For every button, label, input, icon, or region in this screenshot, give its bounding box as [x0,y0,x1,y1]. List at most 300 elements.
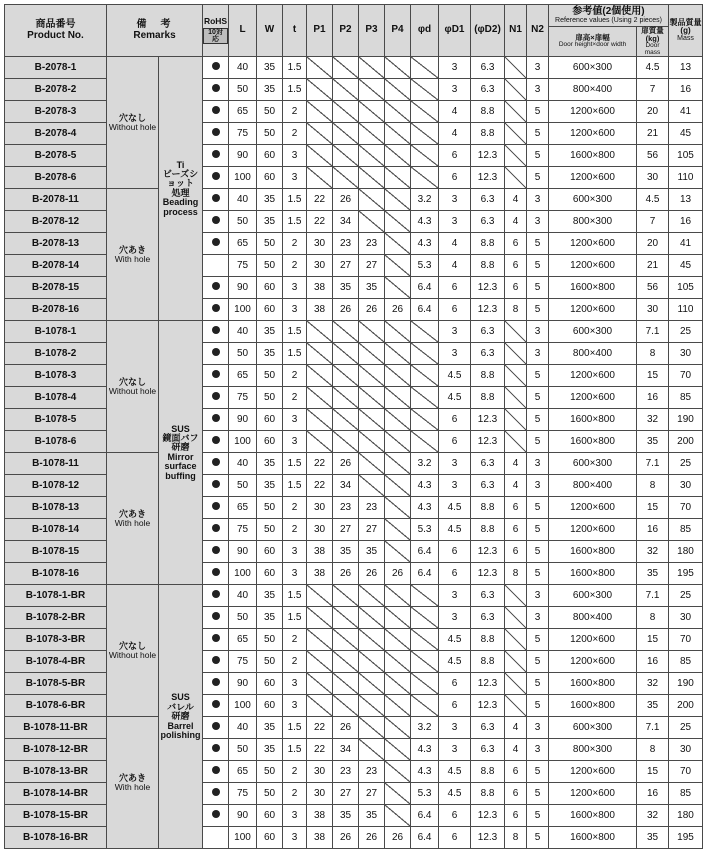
dim-P4-cell [385,387,411,409]
dim-P2-cell [333,585,359,607]
dim-P1-cell [307,673,333,695]
dim-t-cell: 2 [283,101,307,123]
dim-N1-cell: 4 [505,475,527,497]
dim-P4-cell [385,277,411,299]
dim-P4-cell [385,497,411,519]
product-no-cell: B-2078-2 [5,79,107,101]
dim-phi-D1-cell: 6 [439,409,471,431]
dim-N1-cell [505,673,527,695]
dim-L-cell: 90 [229,409,257,431]
remark-hole-cell: 穴なし Without hole [107,57,159,189]
door-size-cell: 1200×600 [549,651,637,673]
dim-N2-cell: 5 [527,673,549,695]
dim-t-cell: 1.5 [283,211,307,233]
dim-P4-cell [385,321,411,343]
dim-P3-cell [359,79,385,101]
dim-P4-cell [385,343,411,365]
dim-t-cell: 2 [283,629,307,651]
dim-N2-cell: 5 [527,783,549,805]
dim-phi-D1-cell: 4.5 [439,497,471,519]
dim-P3-cell: 23 [359,233,385,255]
dim-N1-cell: 6 [505,519,527,541]
dim-N1-cell [505,123,527,145]
dim-P2-cell [333,145,359,167]
dim-W-cell: 35 [257,189,283,211]
dim-phi-D2-cell: 8.8 [471,233,505,255]
dim-P4-cell [385,519,411,541]
dim-W-cell: 60 [257,167,283,189]
dim-P1-cell [307,57,333,79]
dim-N2-cell: 5 [527,541,549,563]
dim-L-cell: 75 [229,387,257,409]
dim-W-cell: 50 [257,233,283,255]
dim-P3-cell [359,695,385,717]
dim-W-cell: 50 [257,629,283,651]
door-mass-cell: 4.5 [637,57,669,79]
dim-P1-cell: 22 [307,717,333,739]
dim-P4-cell [385,101,411,123]
dim-N2-cell: 5 [527,101,549,123]
dim-P2-cell [333,321,359,343]
dim-phi-D2-cell: 6.3 [471,717,505,739]
rohs-dot-icon [212,568,220,576]
dim-N2-cell: 5 [527,277,549,299]
dim-phi-d-cell [411,651,439,673]
dim-phi-D1-cell: 3 [439,607,471,629]
dim-P4-cell [385,189,411,211]
rohs-dot-icon [212,810,220,818]
rohs-cell [203,145,229,167]
dim-P3-cell [359,717,385,739]
header-product-no: 商品番号 Product No. [5,5,107,57]
door-size-cell: 600×300 [549,189,637,211]
dim-L-cell: 100 [229,563,257,585]
dim-phi-d-cell [411,343,439,365]
dim-phi-D2-cell: 8.8 [471,123,505,145]
dim-phi-D2-cell: 8.8 [471,387,505,409]
mass-cell: 16 [669,211,703,233]
door-size-cell: 1200×600 [549,497,637,519]
dim-W-cell: 50 [257,101,283,123]
dim-P2-cell: 35 [333,277,359,299]
mass-cell: 13 [669,189,703,211]
product-no-cell: B-1078-3-BR [5,629,107,651]
door-size-cell: 1200×600 [549,365,637,387]
remark-material-cell: SUS バレル 研磨 Barrel polishing [159,585,203,849]
dim-N1-cell [505,145,527,167]
dim-N1-cell: 6 [505,233,527,255]
mass-cell: 25 [669,585,703,607]
dim-P1-cell: 38 [307,563,333,585]
rohs-dot-icon [212,106,220,114]
dim-P1-cell: 38 [307,541,333,563]
dim-P4-cell [385,475,411,497]
dim-phi-d-cell [411,695,439,717]
rohs-dot-icon [212,216,220,224]
dim-phi-D2-cell: 8.8 [471,629,505,651]
dim-phi-D2-cell: 8.8 [471,651,505,673]
dim-N2-cell: 5 [527,299,549,321]
dim-P1-cell [307,343,333,365]
dim-P2-cell: 34 [333,211,359,233]
dim-W-cell: 60 [257,145,283,167]
rohs-cell [203,233,229,255]
product-no-cell: B-1078-13-BR [5,761,107,783]
door-size-cell: 1600×800 [549,277,637,299]
dim-P1-cell [307,409,333,431]
rohs-cell [203,761,229,783]
dim-t-cell: 2 [283,519,307,541]
dim-W-cell: 35 [257,739,283,761]
dim-N2-cell: 5 [527,563,549,585]
dim-P2-cell: 34 [333,739,359,761]
dim-phi-d-cell: 4.3 [411,761,439,783]
dim-L-cell: 40 [229,717,257,739]
door-size-cell: 1600×800 [549,805,637,827]
mass-cell: 85 [669,783,703,805]
header-dim-P3: P3 [359,5,385,57]
dim-P2-cell [333,431,359,453]
dim-P3-cell [359,739,385,761]
door-size-cell: 800×400 [549,475,637,497]
dim-W-cell: 60 [257,563,283,585]
dim-phi-d-cell [411,79,439,101]
dim-N2-cell: 5 [527,387,549,409]
mass-cell: 41 [669,233,703,255]
rohs-dot-icon [212,744,220,752]
dim-phi-D1-cell: 6 [439,299,471,321]
door-size-cell: 1200×600 [549,123,637,145]
dim-t-cell: 2 [283,123,307,145]
dim-t-cell: 3 [283,299,307,321]
dim-t-cell: 3 [283,563,307,585]
dim-N1-cell: 6 [505,497,527,519]
dim-P4-cell [385,453,411,475]
dim-P4-cell [385,761,411,783]
header-dim-t: t [283,5,307,57]
dim-W-cell: 60 [257,695,283,717]
dim-phi-D2-cell: 12.3 [471,695,505,717]
dim-P4-cell: 26 [385,299,411,321]
mass-cell: 30 [669,343,703,365]
product-no-cell: B-1078-11-BR [5,717,107,739]
dim-N2-cell: 3 [527,585,549,607]
rohs-cell [203,79,229,101]
rohs-cell [203,211,229,233]
product-no-cell: B-1078-5 [5,409,107,431]
dim-P4-cell [385,805,411,827]
dim-phi-d-cell [411,365,439,387]
rohs-cell [203,673,229,695]
dim-P3-cell [359,585,385,607]
rohs-dot-icon [212,656,220,664]
dim-P1-cell [307,607,333,629]
dim-t-cell: 3 [283,145,307,167]
door-mass-cell: 35 [637,695,669,717]
dim-phi-D1-cell: 4 [439,233,471,255]
rohs-dot-icon [212,612,220,620]
dim-W-cell: 50 [257,123,283,145]
mass-cell: 110 [669,167,703,189]
dim-N2-cell: 5 [527,497,549,519]
rohs-dot-icon [212,700,220,708]
mass-cell: 195 [669,563,703,585]
dim-P1-cell: 22 [307,189,333,211]
dim-phi-D1-cell: 4.5 [439,365,471,387]
mass-cell: 180 [669,805,703,827]
dim-L-cell: 65 [229,497,257,519]
door-mass-cell: 56 [637,145,669,167]
dim-phi-D1-cell: 6 [439,827,471,849]
dim-P4-cell [385,629,411,651]
rohs-dot-icon [212,524,220,532]
dim-N1-cell: 8 [505,563,527,585]
rohs-cell [203,695,229,717]
dim-L-cell: 65 [229,761,257,783]
door-mass-cell: 16 [637,651,669,673]
dim-W-cell: 35 [257,717,283,739]
dim-phi-D2-cell: 12.3 [471,167,505,189]
dim-t-cell: 3 [283,695,307,717]
dim-N2-cell: 5 [527,629,549,651]
door-size-cell: 1600×800 [549,409,637,431]
rohs-cell [203,409,229,431]
dim-N1-cell: 6 [505,255,527,277]
header-mass: 製品質量(g) Mass [669,5,703,57]
dim-t-cell: 1.5 [283,343,307,365]
dim-P3-cell [359,365,385,387]
mass-cell: 190 [669,673,703,695]
door-mass-cell: 30 [637,167,669,189]
dim-phi-d-cell [411,673,439,695]
door-mass-cell: 8 [637,343,669,365]
dim-N2-cell: 5 [527,365,549,387]
dim-N2-cell: 3 [527,79,549,101]
dim-P1-cell: 22 [307,475,333,497]
rohs-dot-icon [212,282,220,290]
product-spec-table [4,4,703,849]
rohs-dot-icon [212,480,220,488]
door-size-cell: 1200×600 [549,299,637,321]
dim-phi-d-cell: 3.2 [411,717,439,739]
dim-P4-cell [385,607,411,629]
dim-phi-d-cell [411,321,439,343]
dim-N2-cell: 5 [527,431,549,453]
dim-N1-cell [505,607,527,629]
rohs-dot-icon [212,634,220,642]
door-size-cell: 800×400 [549,79,637,101]
dim-phi-D2-cell: 6.3 [471,607,505,629]
dim-P4-cell [385,211,411,233]
product-no-cell: B-1078-5-BR [5,673,107,695]
product-no-cell: B-1078-2 [5,343,107,365]
dim-N2-cell: 3 [527,475,549,497]
dim-L-cell: 90 [229,541,257,563]
dim-W-cell: 35 [257,453,283,475]
door-size-cell: 600×300 [549,453,637,475]
mass-cell: 85 [669,651,703,673]
rohs-dot-icon [212,172,220,180]
dim-W-cell: 60 [257,277,283,299]
dim-P3-cell: 23 [359,761,385,783]
dim-phi-D2-cell: 6.3 [471,189,505,211]
door-size-cell: 1600×800 [549,827,637,849]
rohs-cell [203,343,229,365]
dim-N2-cell: 3 [527,189,549,211]
dim-phi-D1-cell: 6 [439,167,471,189]
dim-L-cell: 65 [229,365,257,387]
dim-t-cell: 3 [283,541,307,563]
dim-phi-D1-cell: 3 [439,79,471,101]
spec-sheet [0,4,702,843]
dim-phi-D1-cell: 3 [439,475,471,497]
rohs-cell [203,189,229,211]
door-mass-cell: 35 [637,827,669,849]
dim-P3-cell: 26 [359,827,385,849]
dim-phi-D2-cell: 12.3 [471,827,505,849]
dim-phi-D1-cell: 3 [439,739,471,761]
rohs-dot-icon [212,128,220,136]
dim-L-cell: 50 [229,79,257,101]
dim-L-cell: 75 [229,783,257,805]
dim-phi-D1-cell: 6 [439,277,471,299]
dim-P1-cell [307,79,333,101]
dim-P4-cell [385,739,411,761]
dim-N1-cell [505,101,527,123]
door-mass-cell: 32 [637,409,669,431]
header-dim-phi-D2: (φD2) [471,5,505,57]
door-mass-cell: 7 [637,211,669,233]
door-size-cell: 600×300 [549,717,637,739]
dim-t-cell: 2 [283,783,307,805]
rohs-dot-icon [212,458,220,466]
dim-P1-cell: 38 [307,299,333,321]
dim-phi-D1-cell: 4.5 [439,387,471,409]
dim-phi-D1-cell: 4 [439,101,471,123]
dim-phi-D2-cell: 8.8 [471,365,505,387]
dim-P3-cell: 27 [359,519,385,541]
dim-phi-D2-cell: 8.8 [471,255,505,277]
dim-P2-cell [333,57,359,79]
dim-N1-cell: 6 [505,805,527,827]
dim-P1-cell [307,167,333,189]
dim-P2-cell: 27 [333,519,359,541]
dim-N2-cell: 3 [527,607,549,629]
dim-phi-D1-cell: 4.5 [439,761,471,783]
product-no-cell: B-1078-14 [5,519,107,541]
dim-W-cell: 35 [257,607,283,629]
dim-P3-cell [359,387,385,409]
dim-phi-D2-cell: 8.8 [471,761,505,783]
product-no-cell: B-2078-16 [5,299,107,321]
dim-phi-D2-cell: 6.3 [471,211,505,233]
mass-cell: 180 [669,541,703,563]
dim-N1-cell [505,651,527,673]
dim-phi-d-cell [411,629,439,651]
dim-P3-cell: 26 [359,299,385,321]
dim-t-cell: 1.5 [283,739,307,761]
dim-t-cell: 1.5 [283,475,307,497]
product-no-cell: B-2078-15 [5,277,107,299]
door-mass-cell: 8 [637,607,669,629]
door-size-cell: 1600×800 [549,563,637,585]
dim-N2-cell: 5 [527,255,549,277]
rohs-cell [203,717,229,739]
door-mass-cell: 8 [637,739,669,761]
dim-N1-cell [505,343,527,365]
dim-phi-D1-cell: 6 [439,673,471,695]
dim-t-cell: 3 [283,409,307,431]
door-mass-cell: 30 [637,299,669,321]
dim-P3-cell [359,431,385,453]
dim-phi-d-cell [411,585,439,607]
dim-P4-cell [385,123,411,145]
product-no-cell: B-2078-4 [5,123,107,145]
dim-phi-D1-cell: 3 [439,189,471,211]
dim-N2-cell: 3 [527,453,549,475]
dim-N2-cell: 3 [527,321,549,343]
product-no-cell: B-1078-14-BR [5,783,107,805]
dim-N2-cell: 5 [527,145,549,167]
header-dim-phi-D1: φD1 [439,5,471,57]
dim-phi-d-cell: 3.2 [411,453,439,475]
dim-P2-cell [333,673,359,695]
table-row [5,189,703,211]
dim-N1-cell [505,695,527,717]
product-no-cell: B-2078-5 [5,145,107,167]
dim-P1-cell [307,585,333,607]
dim-P2-cell: 27 [333,783,359,805]
product-no-cell: B-1078-11 [5,453,107,475]
dim-P3-cell [359,673,385,695]
rohs-cell [203,365,229,387]
rohs-dot-icon [212,788,220,796]
door-mass-cell: 32 [637,673,669,695]
door-size-cell: 1600×800 [549,695,637,717]
dim-W-cell: 60 [257,805,283,827]
dim-phi-d-cell: 4.3 [411,233,439,255]
dim-phi-d-cell [411,409,439,431]
dim-P2-cell [333,651,359,673]
product-no-cell: B-2078-12 [5,211,107,233]
dim-P4-cell [385,255,411,277]
dim-t-cell: 1.5 [283,717,307,739]
dim-N1-cell [505,431,527,453]
dim-W-cell: 50 [257,651,283,673]
header-dim-N2: N2 [527,5,549,57]
dim-P4-cell [385,585,411,607]
dim-L-cell: 75 [229,651,257,673]
dim-phi-D2-cell: 12.3 [471,805,505,827]
mass-cell: 41 [669,101,703,123]
dim-P4-cell: 26 [385,563,411,585]
dim-t-cell: 1.5 [283,585,307,607]
dim-P2-cell [333,101,359,123]
dim-N1-cell: 6 [505,541,527,563]
dim-N2-cell: 5 [527,651,549,673]
dim-P2-cell: 23 [333,761,359,783]
door-size-cell: 800×300 [549,211,637,233]
dim-t-cell: 2 [283,233,307,255]
dim-phi-D1-cell: 4.5 [439,629,471,651]
product-no-cell: B-1078-1 [5,321,107,343]
dim-P3-cell [359,101,385,123]
mass-cell: 195 [669,827,703,849]
dim-N1-cell [505,365,527,387]
dim-phi-D1-cell: 4.5 [439,783,471,805]
dim-phi-d-cell [411,145,439,167]
mass-cell: 105 [669,277,703,299]
